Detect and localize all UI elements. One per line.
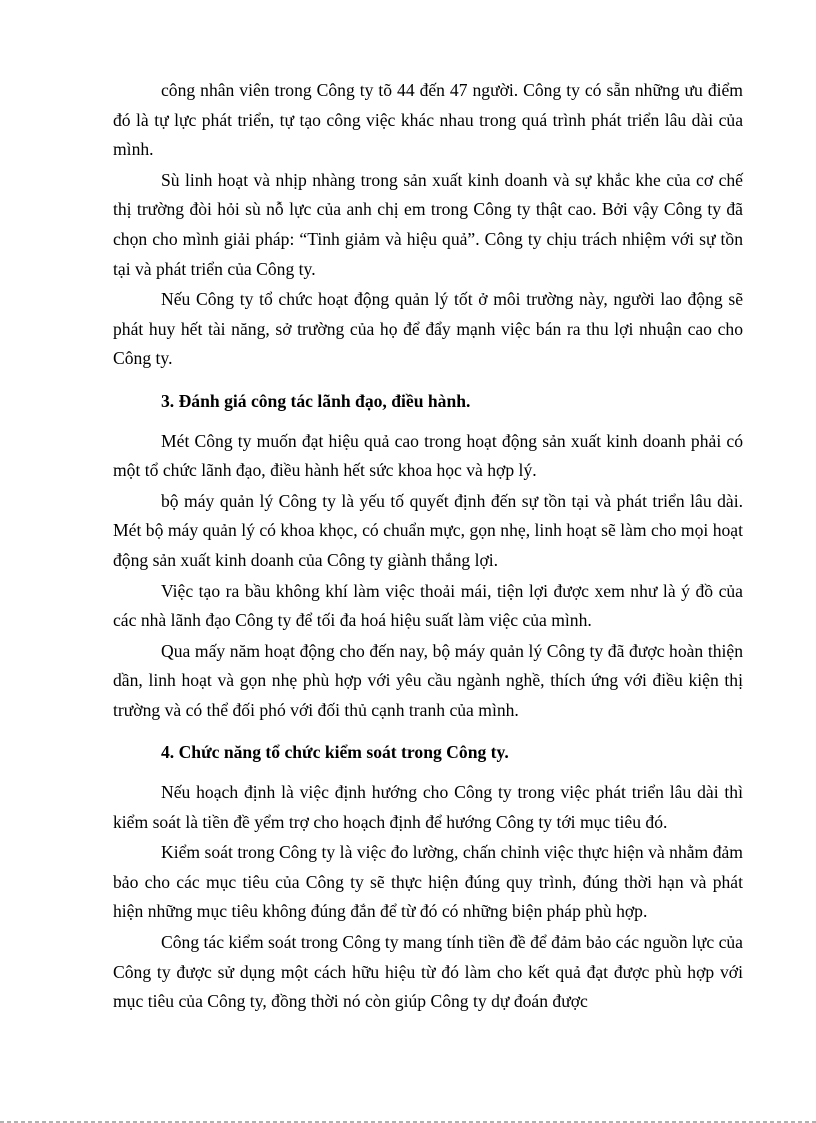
paragraph: công nhân viên trong Công ty tõ 44 đến 47 người. Công ty có sẵn những ưu điểm đó là tự lực phát triển, tự tạo công việc khác nhau trong quá trình phát triển lâu dài của mình.	[113, 80, 743, 160]
paragraph: Nếu Công ty tổ chức hoạt động quản lý tốt ở môi trường này, người lao động sẽ phát huy hết tài năng, sở trường của họ để đẩy mạnh việc bán ra thu lợi nhuận cao cho Công ty.	[113, 289, 743, 369]
paragraph: Việc tạo ra bầu không khí làm việc thoải mái, tiện lợi được xem như là ý đồ của các nhà lãnh đạo Công ty để tối đa hoá hiệu suất làm việc của mình.	[113, 580, 743, 631]
paragraph: Nếu hoạch định là việc định hướng cho Công ty trong việc phát triển lâu dài thì kiểm soát là tiền đề yểm trợ cho hoạch định để hướng Công ty tới mục tiêu đó.	[113, 782, 743, 832]
document-page	[113, 76, 743, 1018]
paragraph: Kiểm soát trong Công ty là việc đo lường, chấn chỉnh việc thực hiện và nhằm đảm bảo cho các mục tiêu của Công ty sẽ thực hiện đúng quy trình, đúng thời hạn và phát hiện những mục tiêu không đúng đắn để từ đó có những biện pháp phù hợp.	[113, 842, 743, 922]
paragraph: bộ máy quản lý Công ty là yếu tố quyết định đến sự tồn tại và phát triển lâu dài. Mét bộ máy quản lý có khoa khọc, có chuẩn mực, gọn nhẹ, linh hoạt sẽ làm cho mọi hoạt động sản xuất kinh doanh của Công ty giành thắng lợi.	[113, 490, 743, 570]
paragraph: Sù linh hoạt và nhịp nhàng trong sản xuất kinh doanh và sự khắc khe của cơ chế thị trường đòi hỏi sù nỗ lực của anh chị em trong Công ty thật cao. Bởi vậy Công ty đã chọn cho mình giải pháp: “Tinh giảm và hiệu quả”. Công ty chịu trách nhiệm với sự tồn tại và phát triển của Công ty.	[113, 169, 743, 279]
section-heading-3: 3. Đánh giá công tác lãnh đạo, điều hành.	[161, 390, 471, 411]
paragraph: Công tác kiểm soát trong Công ty mang tính tiền đề để đảm bảo các nguồn lực của Công ty được sử dụng một cách hữu hiệu từ đó làm cho kết quả đạt được phù hợp với mục tiêu của Công ty, đồng thời nó còn giúp Công ty dự đoán được	[113, 932, 743, 1012]
paragraph: Mét Công ty muốn đạt hiệu quả cao trong hoạt động sản xuất kinh doanh phải có một tổ chức lãnh đạo, điều hành hết sức khoa học và hợp lý.	[113, 430, 743, 481]
section-heading-4: 4. Chức năng tổ chức kiểm soát trong Công ty.	[161, 742, 509, 763]
paragraph: Qua mấy năm hoạt động cho đến nay, bộ máy quản lý Công ty đã được hoàn thiện dần, linh hoạt và gọn nhẹ phù hợp với yêu cầu ngành nghề, thích ứng với điều kiện thị trường và có thể đối phó với đối thủ cạnh tranh của mình.	[113, 640, 743, 720]
